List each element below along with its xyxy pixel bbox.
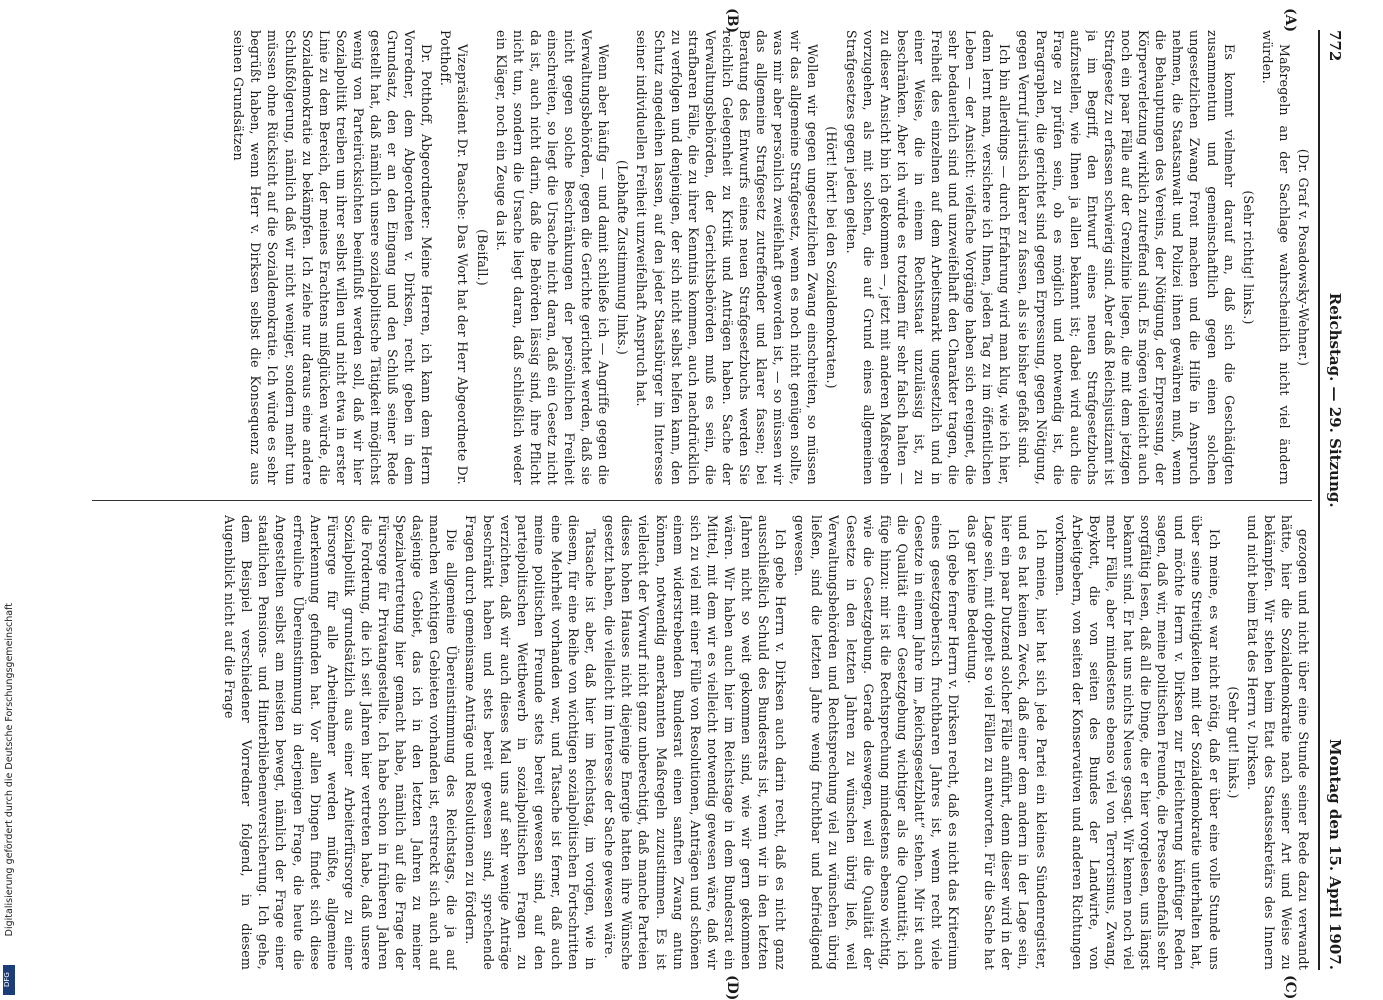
interjection: (Beifall.): [474, 229, 490, 286]
margin-marker-c: (C): [1282, 975, 1298, 1000]
paragraph: Maßregeln an der Sachlage wahrscheinlich nicht viel ändern würden.: [1259, 30, 1292, 485]
page-number: 772: [1326, 30, 1344, 62]
paragraph: Ich gebe Herrn v. Dirksen auch darin recht, daß es nicht ganz ausschließlich Schuld des Bundesrats ist, wenn wir in den letzten Jahren nicht so weit gekommen sind, wie wir gern gekommen wären. Wir haben auch hier im Reichstage in dem Bundesrat ein Mittel, mit dem wir es vielleicht notwendig gewesen wäre, daß wir sich zu viel mit einer Fülle von Resolutionen, Anträgen und schönen einem widerstrebenden Bundesrat einen sanften Zwang antun können, notwendig anerkannten Maßregeln zuzustimmen. Es ist vielleicht der Vorwurf nicht ganz unberechtigt, daß manche Parteien dieses hohen Hauses nicht diejenige Energie hatten ihre Wünsche gesetzt haben, die vielleicht im Interesse der Sache gewesen wäre.: [602, 515, 789, 970]
page-header: [1318, 30, 1350, 970]
interjection: (Sehr richtig! links.): [1240, 190, 1256, 325]
session-title: Reichstag. — 29. Sitzung.: [1326, 292, 1344, 508]
paragraph: Ich meine, hier hat sich jede Partei ein kleines Sündenregister, und es hat keinen Zweck, daß einer dem andern in der Lage sein, hier ein paar Dutzend solcher Fälle anführt, denn dieser wird in der Lage sein, mit doppelt so viel Fällen zu antworten. Für die Sache hat das gar keine Bedeutung.: [965, 515, 1049, 970]
paragraph: Dr. Potthoff, Abgeordneter: Meine Herren, ich kann dem Herrn Vorredner, dem Abgeordneten v. Dirksen, recht geben in dem Grundsatz, den er an den Eingang und den Schluß seiner Rede gestellt hat, daß nämlich unsere sozialpolitische Tätigkeit möglichst wenig von Parteirücksichten beeinflußt werden soll, daß wir hier Sozialpolitik treiben um ihrer selbst willen und nicht etwa in erster Linie zu dem Bereich, der meines Erachtens mißglücken würde, die Sozialdemokratie zu bekämpfen. Ich ziehe nur daraus eine andere Schlußfolgerung, nämlich daß wir nicht weniger, sondern mehr tun müssen ohne Rücksicht auf die Sozialdemokratie. Ich würde es sehr begrüßt haben, wenn Herr v. Dirksen selbst die Konsequenz aus seinen Grundsätzen: [231, 30, 435, 485]
interjection: (Hört! hört! bei den Sozialdemokraten.): [824, 126, 840, 389]
paragraph: Wenn aber häufig — und damit schließe ich — Angriffe gegen die Verwaltungsbehörden, gegen die Gerichte gerichtet werden, daß sie nicht gegen solche Beschränkungen der persönlichen Freiheit einschreiten, so liegt die Ursache nicht daran, daß ein Gesetz nicht da ist, auch nicht darin, daß die Behörden lässig sind, ihre Pflicht nicht tun, sondern die Ursache liegt daran, daß schließlich weder ein Kläger, noch ein Zeuge da ist.: [493, 30, 612, 485]
margin-marker-b: (B): [724, 8, 740, 34]
margin-marker-a: (A): [1282, 8, 1298, 33]
interjection: (Lebhafte Zustimmung links.): [615, 160, 631, 355]
column-divider: [92, 500, 1312, 501]
paragraph: Ich bin allerdings — durch Erfahrung wird man klug, wie ich hier, denn lernt man, versichere ich Ihnen, jeden Tag zu im öffentlichen Leben — der Ansicht: vielfache Vorgänge haben sich ereignet, die sehr bedauerlich sind und unzweifelhaft den Charakter tragen, die Freiheit des einzelnen auf dem Arbeitsmarkt ungesetzlich und in einer Weise, die in einem Rechtsstaat unzulässig ist, zu beschränken. Aber ich würde es trotzdem für sehr falsch halten — zu dieser Ansicht bin ich gekommen —, jetzt mit anderen Maßregeln vorzugehen, als mit solchen, die auf Grund eines allgemeinen Strafgesetzes gegen jeden gelten.: [843, 30, 1013, 485]
margin-marker-d: (D): [724, 975, 740, 1000]
paragraph: gezogen und nicht über eine Stunde seiner Rede dazu verwandt hätte, hier die Sozialdemokratie nach seiner Art und Weise zu bekämpfen. Wir stehen beim Etat des Staatssekretärs des Innern und nicht beim Etat des Herrn v. Dirksen.: [1244, 515, 1311, 970]
rotated-page-content: [80, 8, 1350, 1000]
paragraph: Wollen wir gegen ungesetzlichen Zwang einschreiten, so müssen wir das allgemeine Strafgesetz, wenn es noch nicht genügen sollte, was mir aber persönlich zweifelhaft geworden ist, — so müssen wir das allgemeine Strafgesetz zutreffender und klarer fassen; bei Beratung des Entwurfs eines neuen Strafgesetzbuchs werden Sie reichlich Gelegenheit zu Kritik und Anträgen haben. Sache der Verwaltungsbehörden, der Gerichtsbehörden muß es sein, die strafbaren Fälle, die zu ihrer Kenntnis kommen, auch nachdrücklich zu verfolgen und denjenigen, der sich nicht selbst helfen kann, den Schutz angedeihen lassen, auf den jeder Staatsbürger im Interesse seiner individuellen Freiheit unzweifelhaft Anspruch hat.: [634, 30, 821, 485]
left-column: [92, 30, 1312, 485]
speaker-note: (Dr. Graf v. Posadowsky-Wehner.): [1296, 148, 1311, 367]
paragraph: Ich meine, es war nicht nötig, daß er über eine volle Stunde uns über seine Streitigkeiten mit der Sozialdemokratie unterhalten hat, und möchte Herrn v. Dirksen zur Erleichterung künftiger Reden sagen, daß wir, meine politischen Freunde, die Presse ebenfalls sehr sorgfältig lesen, daß all die Dinge, die er hier vorgelesen, uns längst bekannt sind. Er hat uns nichts Neues gesagt. Wir kennen noch viel mehr Fälle, aber mindestens ebenso viel von Terrorismus, Zwang, Boykott, die von seiten des Bundes der Landwirte, von Arbeitgebern, von seiten der Konservativen und anderen Richtungen vorkommen.: [1052, 515, 1222, 970]
interjection: (Sehr gut! links.): [1225, 686, 1241, 799]
paragraph: Die allgemeine Übereinstimmung des Reichstags, die ja auf manchen wichtigen Gebieten vorhanden ist, erstreckt sich auch auf dasjenige Gebiet, das ich in den letzten Jahren zu meiner Spezialvertretung hier gemacht habe, nämlich auf die Frage der Fürsorge für Privatangestellte. Ich habe schon in früheren Jahren die Forderung, die ich seit Jahren hier vertreten habe, daß unsere Sozialpolitik grundsätzlich aus einer Arbeiterfürsorge zu einer Fürsorge für alle Arbeitnehmer werden müßte, allgemeine Anerkennung gefunden hat. Vor allen Dingen findet sich diese erfreuliche Übereinstimmung in derjenigen Frage, die heute die Angestellten selbst am meisten bewegt, nämlich der Frage einer staatlichen Pensions- und Hinterbliebenenversicherung. Ich gehe, dem Beispiel verschiedener Vorredner folgend, in diesem Augenblick nicht auf die Frage: [222, 515, 460, 970]
paragraph: Es kommt vielmehr darauf an, daß sich die Geschädigten zusammentun und gemeinschaftlich gegen einen solchen ungesetzlichen Zwang Front machen und die Hilfe in Anspruch nehmen, die Staatsanwalt und Polizei ihnen gewähren muß, wenn die Behauptungen des Vereins, der Nötigung, der Erpressung, der Körperverletzung wirklich zutreffend sind. Es mögen vielleicht auch noch ein paar Fälle auf der Grenzlinie liegen, die mit dem jetzigen Strafgesetz zu erfassen schwierig sind. Aber daß Reichsjustizamt ist ja im Begriff, den Entwurf eines neuen Strafgesetzbuchs aufzustellen, wie Ihnen ja allen bekannt ist; dabei wird auch die Frage zu prüfen sein, ob es möglich und notwendig ist, die Paragraphen, die gerichtet sind gegen Erpressung, gegen Nötigung, gegen Verruf juristisch klarer zu fassen, als sie bisher gefaßt sind.: [1016, 30, 1237, 485]
paragraph: Tatsache ist aber, daß hier im Reichstag, im vorigen, wie in diesem, für eine Reihe von wichtigen sozialpolitischen Fortschritten eine Mehrheit vorhanden war, und Tatsache ist ferner, daß auch meine politischen Freunde stets bereit gewesen sind, auf den parteipolitischen Wettbewerb in sozialpolitischen Fragen zu verzichten, daß wir auch dieses Mal uns auf sehr wenige Anträge beschränkt haben und stets bereit gewesen sind, sprechende Fragen durch gemeinsame Anträge und Resolutionen zu fördern.: [463, 515, 599, 970]
digitization-credit: Digitalisierung gefördert durch die Deutsche Forschungsgemeinschaft: [4, 603, 15, 937]
dfg-logo: DFG: [3, 965, 15, 995]
paragraph: Vizepräsident Dr. Paasche: Das Wort hat der Herr Abgeordnete Dr. Potthoff.: [438, 30, 471, 485]
right-column: [92, 515, 1312, 970]
paragraph: Ich gebe ferner Herrn v. Dirksen recht, daß es nicht das Kriterium eines gesetzgeberisch fruchtbaren Jahres ist, wenn recht viele Gesetze in einem Jahre im „Reichsgesetzblatt“ stehen. Mir ist auch die Qualität einer Gesetzgebung wichtiger als die Quantität; ich füge hinzu: mir ist die Rechtsprechung mindestens ebenso wichtig, wie die Gesetzgebung. Gerade deswegen, weil die Qualität der Gesetze in den letzten Jahren zu wünschen übrig ließ, weil Verwaltungsbehörden und Rechtsprechung viel zu wünschen übrig ließen, sind die letzten Jahre wenig fruchtbar und befriedigend gewesen.: [792, 515, 962, 970]
session-date: Montag den 15. April 1907.: [1326, 739, 1344, 970]
